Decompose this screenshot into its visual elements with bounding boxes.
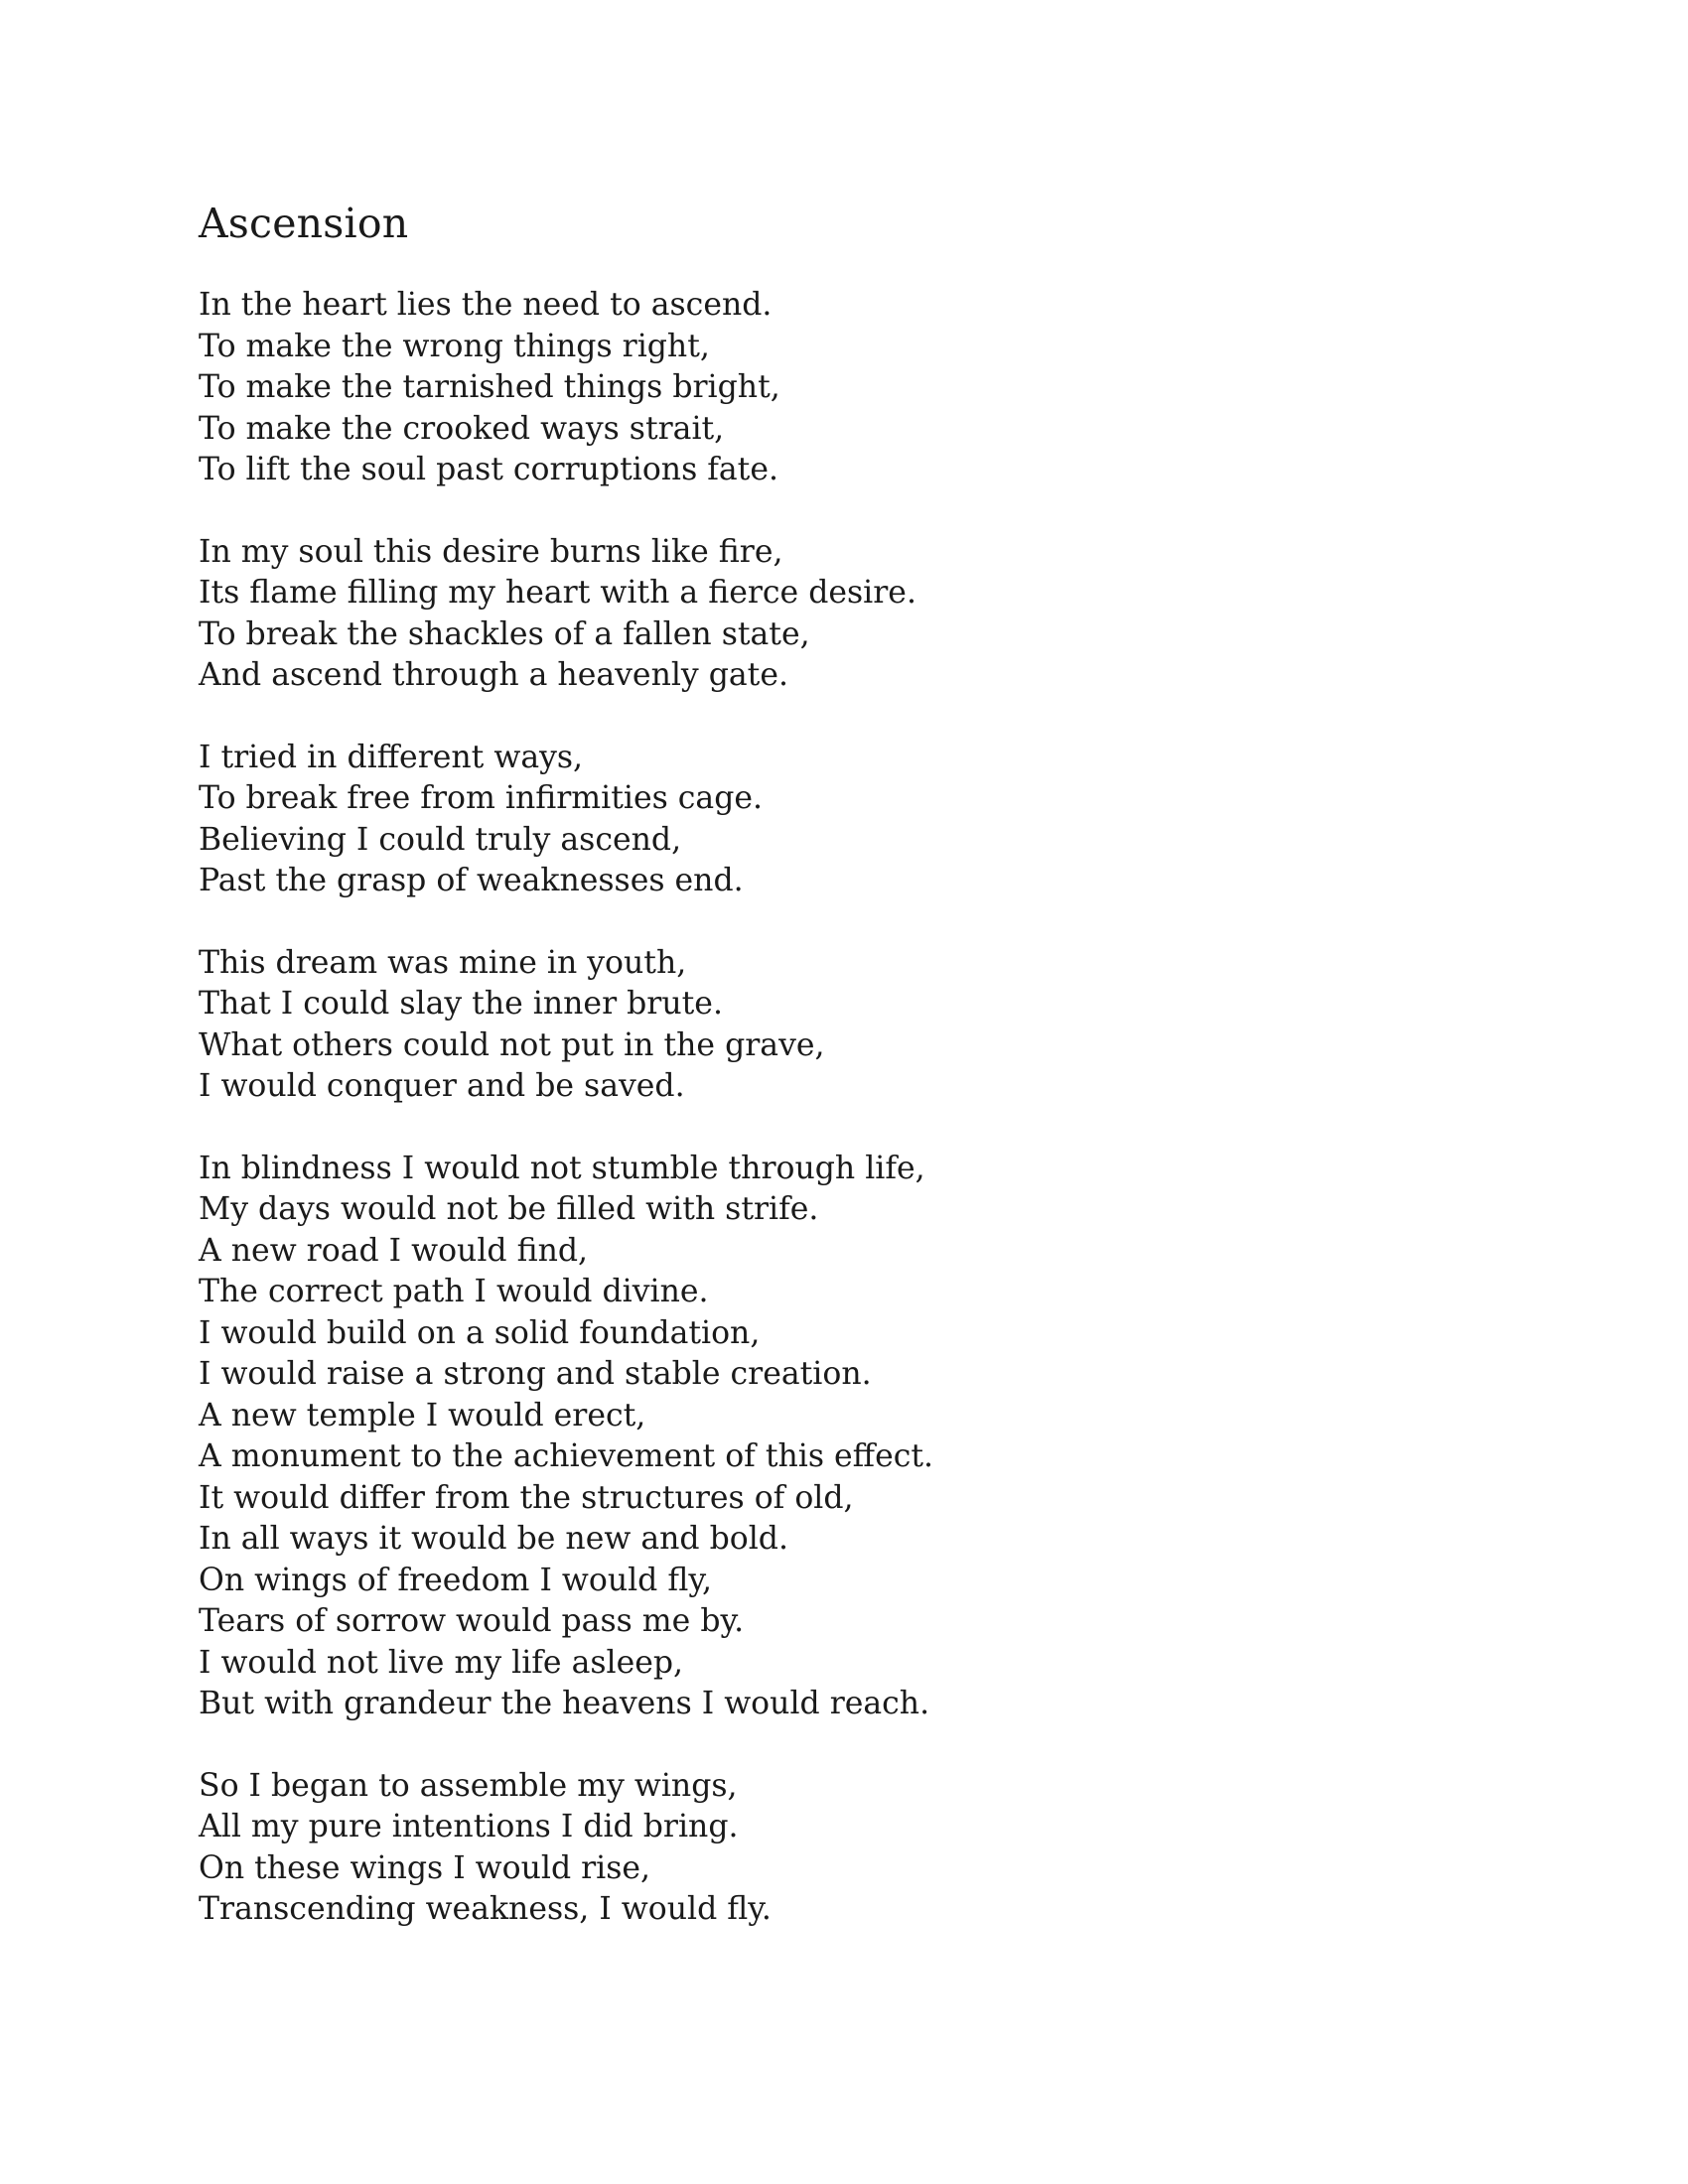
- poem-line: What others could not put in the grave,: [199, 1026, 825, 1063]
- stanza: [199, 1766, 1489, 1931]
- poem-line: To make the tarnished things bright,: [199, 369, 780, 405]
- stanza: [199, 1149, 1489, 1725]
- poem-line: Its flame filling my heart with a fierce desire.: [199, 575, 916, 611]
- poem-line: In my soul this desire burns like fire,: [199, 533, 783, 570]
- poem-line: That I could slay the inner brute.: [199, 986, 723, 1022]
- poem-line: And ascend through a heavenly gate.: [199, 657, 788, 693]
- poem-line: In the heart lies the need to ascend.: [199, 287, 773, 323]
- poem-line: A monument to the achievement of this effect.: [199, 1438, 934, 1474]
- poem-title: Ascension: [199, 200, 409, 247]
- poem-line: All my pure intentions I did bring.: [199, 1809, 739, 1844]
- poem-line: To break free from infirmities cage.: [199, 780, 764, 816]
- poem-line: I would not live my life asleep,: [199, 1644, 684, 1681]
- poem-line: I would build on a solid foundation,: [199, 1314, 761, 1351]
- poem-line: Transcending weakness, I would fly.: [199, 1891, 772, 1927]
- poem-line: The correct path I would divine.: [199, 1274, 709, 1309]
- poem-line: Past the grasp of weaknesses end.: [199, 863, 744, 898]
- poem-page: [199, 194, 1489, 1931]
- poem-line: To break the shackles of a fallen state,: [199, 615, 810, 652]
- poem-line: On these wings I would rise,: [199, 1849, 651, 1886]
- poem-line: On wings of freedom I would fly,: [199, 1562, 712, 1598]
- stanza: [199, 532, 1489, 697]
- poem-body: [199, 285, 1489, 1931]
- poem-line: I would raise a strong and stable creation.: [199, 1356, 872, 1392]
- poem-line: To make the wrong things right,: [199, 328, 710, 364]
- poem-line: To make the crooked ways strait,: [199, 410, 725, 447]
- poem-line: I tried in different ways,: [199, 739, 584, 775]
- poem-line: In all ways it would be new and bold.: [199, 1521, 788, 1557]
- poem-line: I would conquer and be saved.: [199, 1068, 685, 1104]
- poem-line: In blindness I would not stumble through life,: [199, 1150, 925, 1186]
- poem-line: So I began to assemble my wings,: [199, 1767, 738, 1804]
- poem-line: My days would not be filled with strife.: [199, 1191, 819, 1227]
- poem-line: But with grandeur the heavens I would reach.: [199, 1686, 930, 1721]
- stanza: [199, 285, 1489, 491]
- poem-line: It would differ from the structures of old,: [199, 1479, 854, 1516]
- poem-line: Believing I could truly ascend,: [199, 821, 682, 858]
- poem-line: To lift the soul past corruptions fate.: [199, 452, 778, 487]
- poem-line: Tears of sorrow would pass me by.: [199, 1603, 745, 1639]
- stanza: [199, 943, 1489, 1108]
- poem-line: A new road I would find,: [199, 1232, 589, 1269]
- poem-line: This dream was mine in youth,: [199, 944, 687, 981]
- stanza: [199, 738, 1489, 902]
- poem-line: A new temple I would erect,: [199, 1397, 646, 1433]
